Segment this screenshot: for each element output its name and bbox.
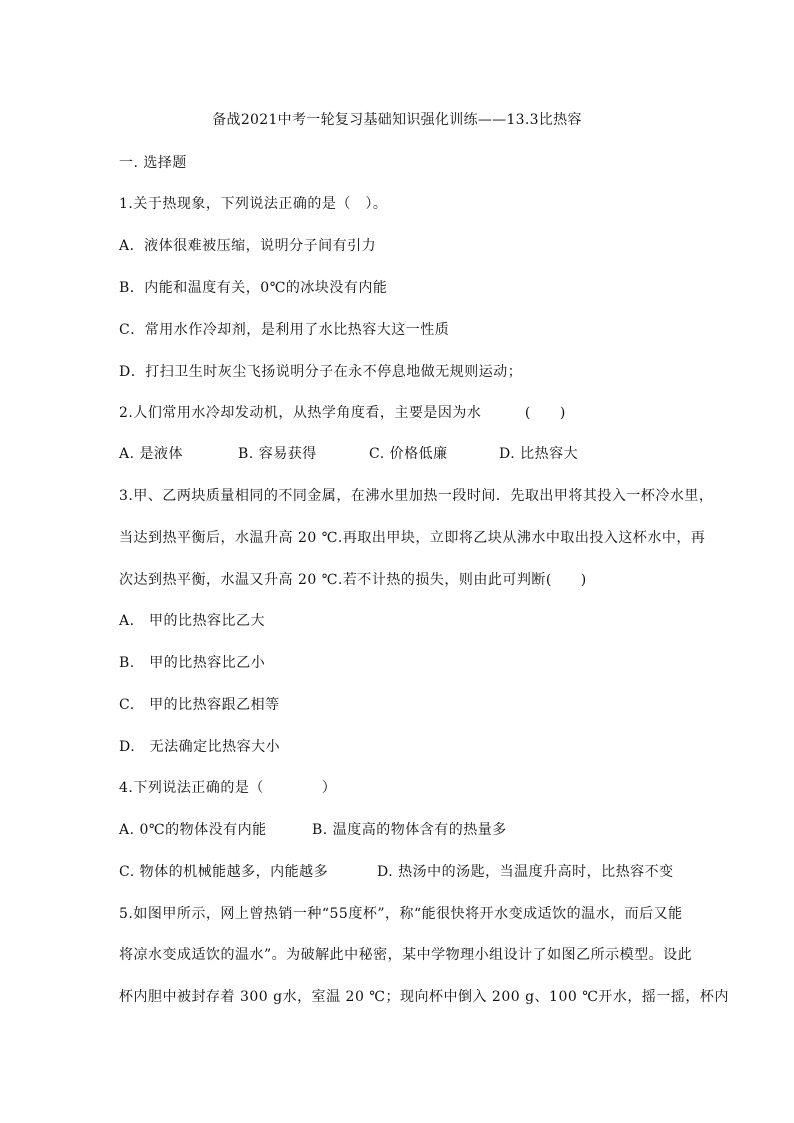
q1-option-c: C．常用水作冷却剂，是利用了水比热容大这一性质 xyxy=(119,322,450,338)
document-title: 备战2021中考一轮复习基础知识强化训练——13.3比热容 xyxy=(212,112,582,128)
q4-option-b: B. 温度高的物体含有的热量多 xyxy=(312,822,507,838)
q4-stem: 4.下列说法正确的是（ ） xyxy=(119,780,337,796)
q5-stem-line2: 将凉水变成适饮的温水”。为破解此中秘密，某中学物理小组设计了如图乙所示模型。设此 xyxy=(119,947,693,963)
q3-option-b: B. 甲的比热容比乙小 xyxy=(119,655,266,671)
q5-stem-line3: 杯内胆中被封存着 300 g水，室温 20 ℃；现向杯中倒入 200 g、100 ℃开水，摇一摇，杯内 xyxy=(119,989,729,1005)
q2-option-d: D. 比热容大 xyxy=(499,446,579,462)
q2-option-a: A. 是液体 xyxy=(119,446,184,462)
q3-stem-line1: 3.甲、乙两块质量相同的不同金属，在沸水里加热一段时间．先取出甲将其投入一杯冷水里， xyxy=(119,488,714,504)
q1-option-b: B．内能和温度有关，0℃的冰块没有内能 xyxy=(119,280,388,296)
q1-option-a: A．液体很难被压缩，说明分子间有引力 xyxy=(119,238,377,254)
q2-stem: 2.人们常用水冷却发动机，从热学角度看，主要是因为水 ( ) xyxy=(119,405,566,421)
q3-stem-line3: 次达到热平衡，水温又升高 20 ℃.若不计热的损失，则由此可判断( ) xyxy=(119,572,587,588)
q4-option-c: C. 物体的机械能越多，内能越多 xyxy=(119,864,329,880)
q4-option-d: D. 热汤中的汤匙，当温度升高时，比热容不变 xyxy=(377,864,674,880)
q4-option-a: A. 0℃的物体没有内能 xyxy=(119,822,267,838)
q3-option-a: A. 甲的比热容比乙大 xyxy=(119,613,266,629)
q3-option-c: C. 甲的比热容跟乙相等 xyxy=(119,697,280,713)
q5-stem-line1: 5.如图甲所示，网上曾热销一种“55度杯”，称“能很快将开水变成适饮的温水，而后又能 xyxy=(119,906,683,922)
q2-option-c: C. 价格低廉 xyxy=(369,446,448,462)
section-heading: 一. 选择题 xyxy=(119,155,187,171)
q2-option-b: B. 容易获得 xyxy=(238,446,317,462)
q1-option-d: D．打扫卫生时灰尘飞扬说明分子在永不停息地做无规则运动； xyxy=(119,364,523,380)
q3-option-d: D. 无法确定比热容大小 xyxy=(119,739,281,755)
q1-stem: 1.关于热现象，下列说法正确的是（ ）。 xyxy=(119,196,388,212)
q3-stem-line2: 当达到热平衡后，水温升高 20 ℃.再取出甲块，立即将乙块从沸水中取出投入这杯水中，再 xyxy=(119,530,706,546)
